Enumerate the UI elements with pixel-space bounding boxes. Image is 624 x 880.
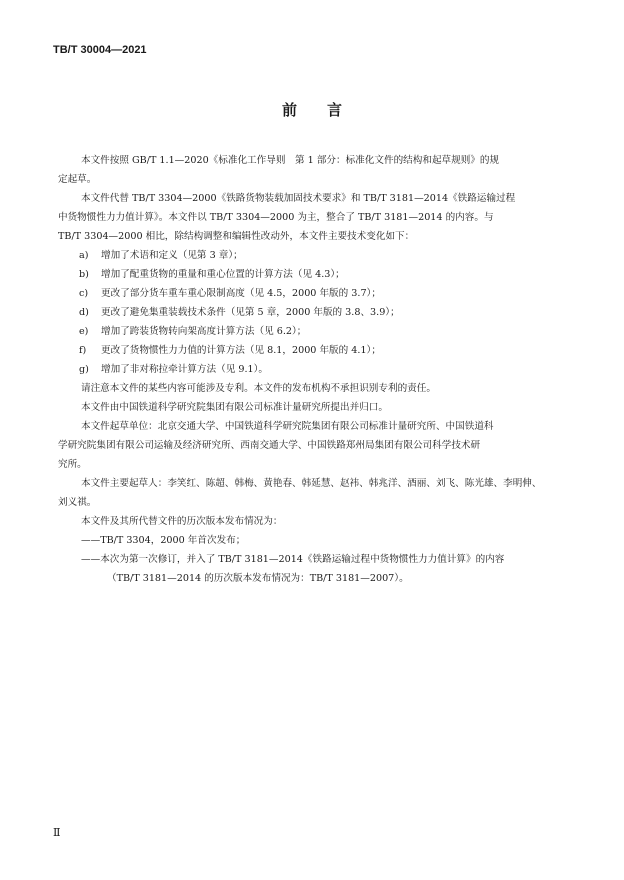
change-list-item — [58, 303, 575, 322]
change-item-label: a) — [79, 250, 89, 261]
proposer-statement: 本文件由中国铁道科学研究院集团有限公司标准计量研究所提出并归口。 — [81, 402, 388, 413]
change-list-item — [58, 322, 575, 341]
page-title: 前言 — [281, 101, 372, 119]
change-item-label: d) — [79, 307, 89, 318]
change-item-text: 更改了部分货车重车重心限制高度（见 4.5，2000 年版的 3.7）； — [101, 288, 381, 299]
change-item-text: 增加了跨装货物转向架高度计算方法（见 6.2）； — [101, 326, 307, 337]
replacement-paragraph-line: TB/T 3304—2000 相比，除结构调整和编辑性改动外，本文件主要技术变化如下： — [58, 231, 415, 242]
document-header: TB/T 30004—2021 — [53, 44, 147, 56]
change-list-item — [58, 360, 575, 379]
page-number: Ⅱ — [53, 826, 61, 839]
history-item: ——本次为第一次修订，并入了 TB/T 3181—2014《铁路运输过程中货物惯性力力值计算》的内容 — [81, 554, 505, 565]
change-item-text: 更改了避免集重装载技术条件（见第 5 章，2000 年版的 3.8、3.9）； — [101, 307, 400, 318]
change-item-text: 增加了配重货物的重量和重心位置的计算方法（见 4.3）； — [101, 269, 345, 280]
history-intro: 本文件及其所代替文件的历次版本发布情况为： — [81, 516, 283, 527]
replacement-paragraph-line: 本文件代替 TB/T 3304—2000《铁路货物装载加固技术要求》和 TB/T 3181—2014《铁路运输过程 — [81, 193, 516, 204]
change-item-text: 增加了非对称拉牵计算方法（见 9.1）。 — [101, 364, 269, 375]
change-item-label: g) — [79, 364, 89, 375]
change-item-text: 增加了术语和定义（见第 3 章）； — [101, 250, 243, 261]
change-item-label: f) — [79, 345, 87, 356]
intro-paragraph-line: 定起草。 — [58, 174, 97, 185]
change-item-label: e) — [79, 326, 89, 337]
change-item-label: b) — [79, 269, 89, 280]
change-list-item — [58, 284, 575, 303]
drafting-units-line: 究所。 — [58, 459, 87, 470]
change-list-item — [58, 341, 575, 360]
change-item-label: c) — [79, 288, 89, 299]
foreword-body — [58, 151, 575, 588]
history-item: ——TB/T 3304，2000 年首次发布； — [81, 535, 246, 546]
history-item-continuation: （TB/T 3181—2014 的历次版本发布情况为：TB/T 3181—2007）。 — [107, 573, 409, 584]
drafters-line: 本文件主要起草人：李笑红、陈超、韩梅、黄艳春、韩延慧、赵祎、韩兆洋、酒丽、刘飞、陈光雄、李明伸、 — [81, 478, 542, 489]
replacement-paragraph-line: 中货物惯性力力值计算》。本文件以 TB/T 3304—2000 为主，整合了 TB/T 3181—2014 的内容。与 — [58, 212, 494, 223]
drafting-units-line: 学研究院集团有限公司运输及经济研究所、西南交通大学、中国铁路郑州局集团有限公司科学技术研 — [58, 440, 481, 451]
drafters-line: 刘义祺。 — [58, 497, 97, 508]
intro-paragraph-line: 本文件按照 GB/T 1.1—2020《标准化工作导则 第 1 部分：标准化文件的结构和起草规则》的规 — [81, 155, 500, 166]
change-item-text: 更改了货物惯性力力值的计算方法（见 8.1，2000 年版的 4.1）； — [101, 345, 381, 356]
drafting-units-line: 本文件起草单位：北京交通大学、中国铁道科学研究院集团有限公司标准计量研究所、中国铁道科 — [81, 421, 494, 432]
patent-notice: 请注意本文件的某些内容可能涉及专利。本文件的发布机构不承担识别专利的责任。 — [81, 383, 436, 394]
change-list-item — [58, 265, 575, 284]
change-list-item — [58, 246, 575, 265]
